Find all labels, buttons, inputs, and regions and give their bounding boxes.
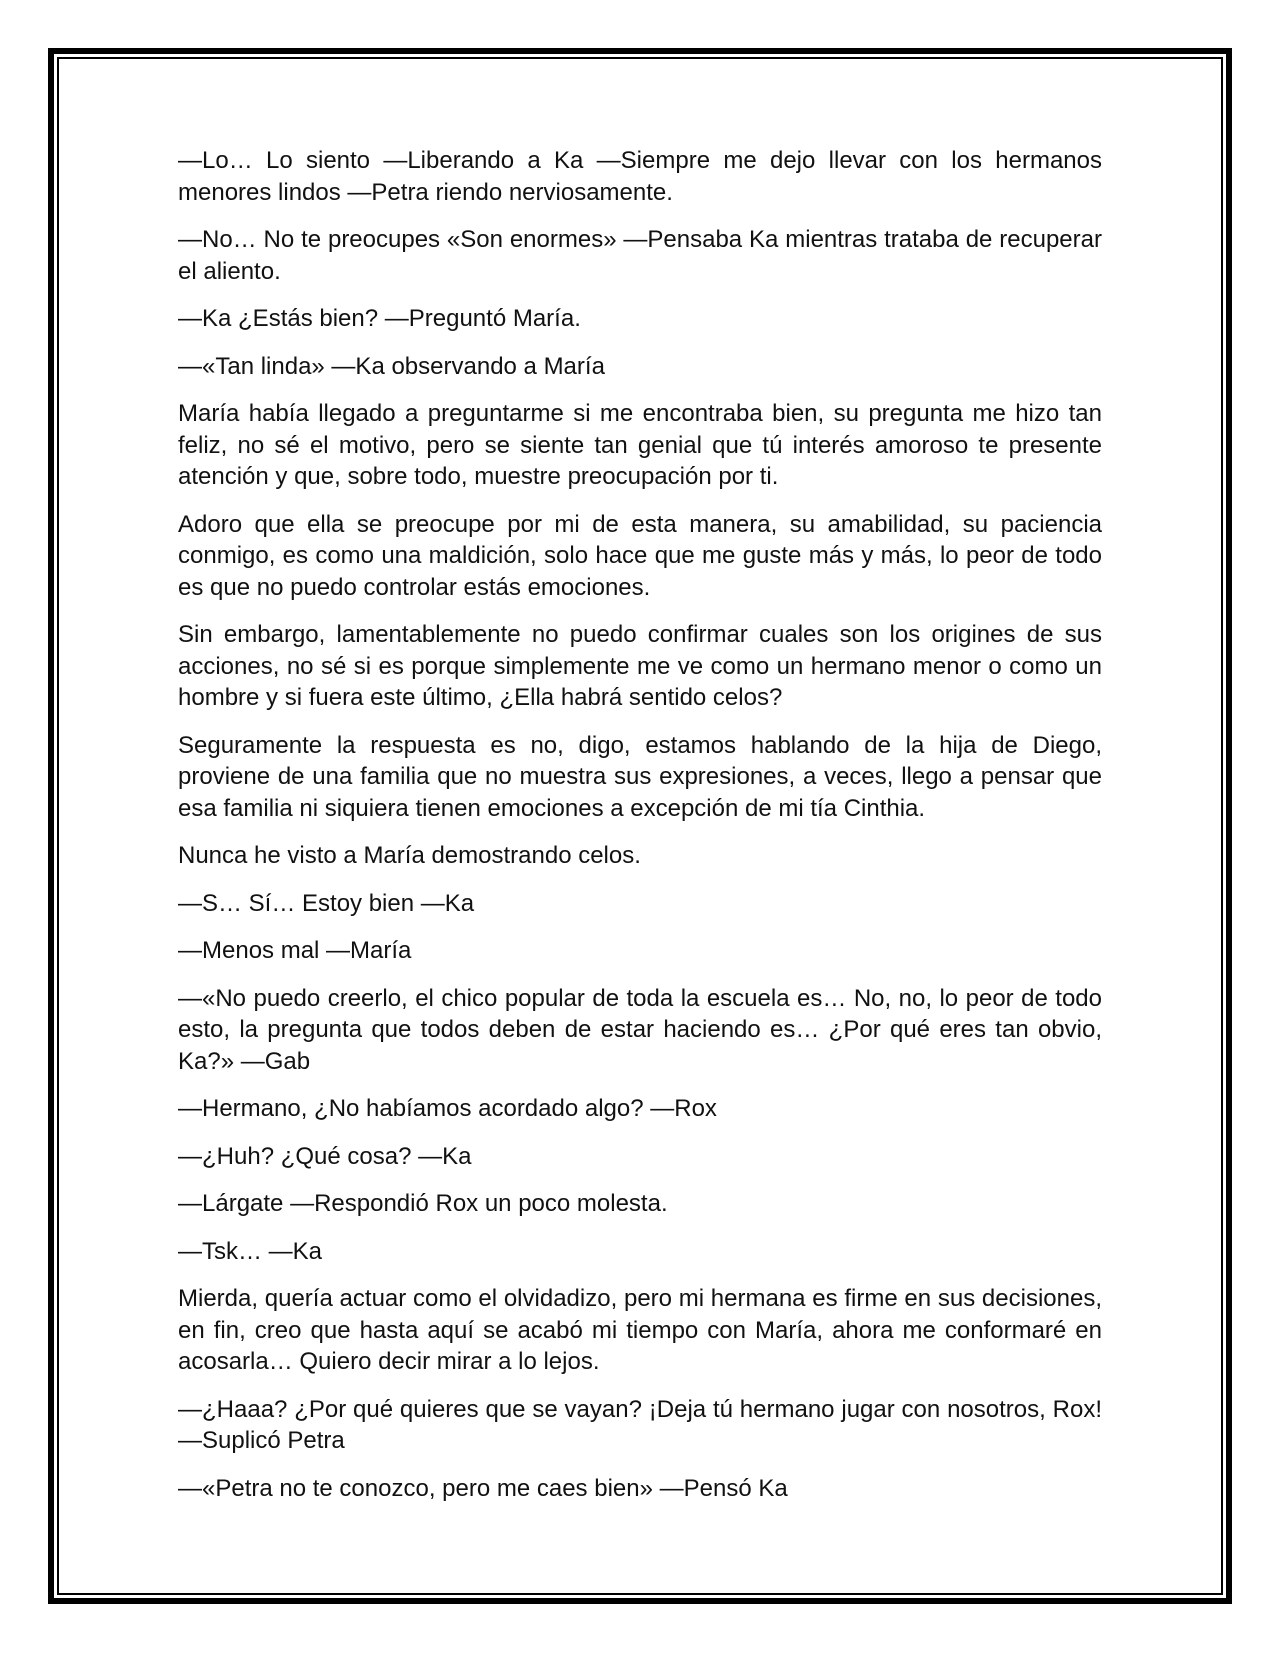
paragraph: Nunca he visto a María demostrando celos. xyxy=(178,842,641,869)
paragraph: María había llegado a preguntarme si me encontraba bien, su pregunta me hizo tan feliz, no sé el motivo, pero se siente tan genial que tú interés amoroso te presente atención y que, sobre todo, muestre preocupación por ti. xyxy=(178,400,1102,490)
paragraph: —«Tan linda» —Ka observando a María xyxy=(178,352,605,380)
paragraph: —Ka ¿Estás bien? —Preguntó María. xyxy=(178,305,581,332)
paragraph: Sin embargo, lamentablemente no puedo confirmar cuales son los origines de sus acciones, no sé si es porque simplemente me ve como un hermano menor o como un hombre y si fuera este último, ¿Ella habrá sentido celos? xyxy=(178,621,1102,711)
paragraph: —Lárgate —Respondió Rox un poco molesta. xyxy=(178,1190,668,1217)
document-body xyxy=(178,145,1102,1520)
paragraph: —Menos mal —María xyxy=(178,937,412,964)
paragraph: Mierda, quería actuar como el olvidadizo, pero mi hermana es firme en sus decisiones, en fin, creo que hasta aquí se acabó mi tiempo con María, ahora me conformaré en acosarla… Quiero decir mirar a lo lejos. xyxy=(178,1285,1102,1375)
paragraph: —¿Haaa? ¿Por qué quieres que se vayan? ¡Deja tú hermano jugar con nosotros, Rox! —Suplicó Petra xyxy=(178,1395,1102,1454)
paragraph: —«Petra no te conozco, pero me caes bien» —Pensó Ka xyxy=(178,1474,788,1502)
paragraph: —Tsk… —Ka xyxy=(178,1237,323,1265)
paragraph: —Lo… Lo siento —Liberando a Ka —Siempre me dejo llevar con los hermanos menores lindos —Petra riendo nerviosamente. xyxy=(178,147,1102,206)
paragraph: —S… Sí… Estoy bien —Ka xyxy=(178,889,475,917)
paragraph: Seguramente la respuesta es no, digo, estamos hablando de la hija de Diego, proviene de una familia que no muestra sus expresiones, a veces, llego a pensar que esa familia ni siquiera tienen emociones a excepción de mi tía Cinthia. xyxy=(178,731,1102,822)
paragraph: —No… No te preocupes «Son enormes» —Pensaba Ka mientras trataba de recuperar el aliento. xyxy=(178,226,1102,285)
paragraph: —¿Huh? ¿Qué cosa? —Ka xyxy=(178,1142,472,1170)
paragraph: —«No puedo creerlo, el chico popular de toda la escuela es… No, no, lo peor de todo esto, la pregunta que todos deben de estar haciendo es… ¿Por qué eres tan obvio, Ka?» —Gab xyxy=(178,984,1102,1075)
paragraph: Adoro que ella se preocupe por mi de esta manera, su amabilidad, su paciencia conmigo, es como una maldición, solo hace que me guste más y más, lo peor de todo es que no puedo controlar estás emociones. xyxy=(178,510,1102,601)
paragraph: —Hermano, ¿No habíamos acordado algo? —Rox xyxy=(178,1095,717,1122)
